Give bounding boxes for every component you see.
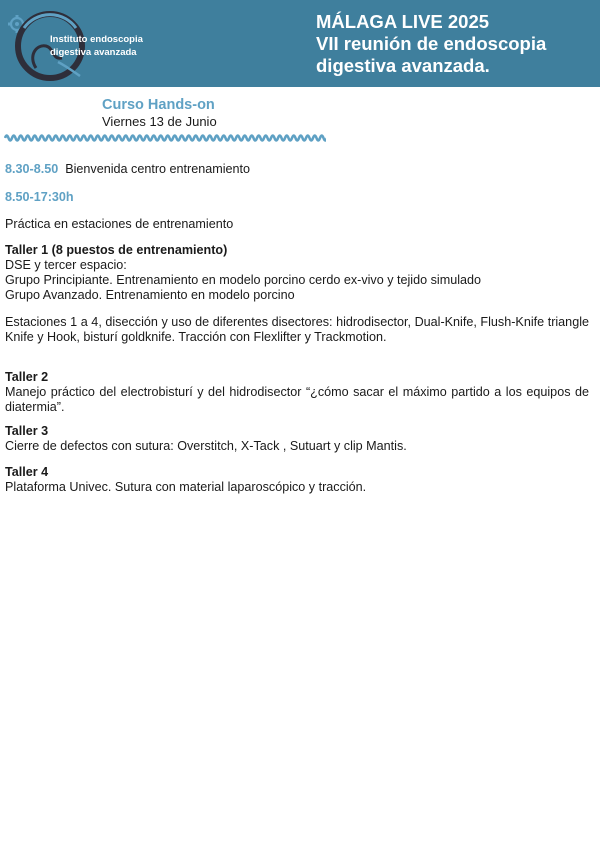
taller-4-section xyxy=(5,465,589,495)
slot-2-time: 8.50-17:30h xyxy=(5,190,74,204)
header-banner xyxy=(0,0,600,87)
taller-4-description: Plataforma Univec. Sutura con material laparoscópico y tracción. xyxy=(5,480,367,494)
schedule-slot-1 xyxy=(5,162,589,177)
event-title-line-3: digestiva avanzada. xyxy=(316,55,490,76)
taller-1-title: Taller 1 (8 puestos de entrenamiento) xyxy=(5,243,228,257)
taller-1-stations: Estaciones 1 a 4, disección y uso de diferentes disectores: hidrodisector, Dual-Knife, Flush-Knife triangle Knife y Hook, bisturí goldknife. Tracción con Flexlifter y Trackmotion. xyxy=(5,315,589,344)
taller-1-section xyxy=(5,243,589,303)
slot-1-description: Bienvenida centro entrenamiento xyxy=(65,162,251,176)
event-title-line-2: VII reunión de endoscopia xyxy=(316,33,547,54)
taller-2-description: Manejo práctico del electrobisturí y del hidrodisector “¿cómo sacar el máximo partido a los equipos de diatermia”. xyxy=(5,385,589,414)
institute-logo xyxy=(6,6,176,82)
event-title-line-1: MÁLAGA LIVE 2025 xyxy=(316,11,490,32)
practice-intro: Práctica en estaciones de entrenamiento xyxy=(5,217,234,231)
event-title xyxy=(316,11,588,77)
taller-1-line-1: DSE y tercer espacio: xyxy=(5,258,127,272)
taller-1-line-2: Grupo Principiante. Entrenamiento en modelo porcino cerdo ex-vivo y tejido simulado xyxy=(5,273,482,287)
logo-text xyxy=(50,33,143,59)
taller-2-title: Taller 2 xyxy=(5,370,49,384)
slot-1-time: 8.30-8.50 xyxy=(5,162,59,176)
taller-3-description: Cierre de defectos con sutura: Overstitch, X-Tack , Sutuart y clip Mantis. xyxy=(5,439,407,453)
taller-3-title: Taller 3 xyxy=(5,424,49,438)
taller-2-section xyxy=(5,370,589,415)
taller-3-section xyxy=(5,424,589,454)
taller-1-line-3: Grupo Avanzado. Entrenamiento en modelo porcino xyxy=(5,288,295,302)
logo-line-2: digestiva avanzada xyxy=(50,47,137,58)
course-title: Curso Hands-on xyxy=(102,97,215,113)
course-date: Viernes 13 de Junio xyxy=(102,114,217,129)
taller-4-title: Taller 4 xyxy=(5,465,49,479)
logo-line-1: Instituto endoscopia xyxy=(50,34,143,45)
wave-divider-icon xyxy=(4,132,326,144)
